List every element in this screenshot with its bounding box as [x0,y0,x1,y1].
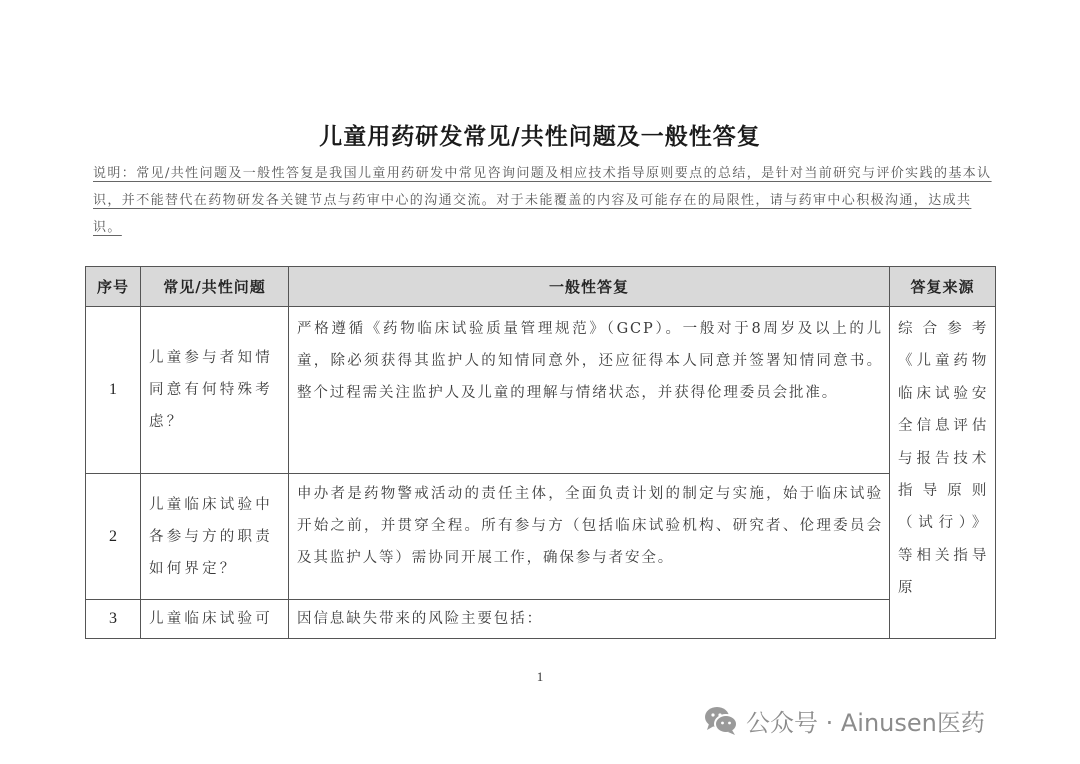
table-row [86,474,996,600]
row-question: 儿童临床试验可 [141,600,289,639]
document-note [93,160,993,241]
header-no: 序号 [86,267,141,307]
row-number: 3 [86,600,141,639]
row-answer: 申办者是药物警戒活动的责任主体，全面负责计划的制定与实施，始于临床试验开始之前，并贯穿全程。所有参与方（包括临床试验机构、研究者、伦理委员会及其监护人等）需协同开展工作，确保参与者安全。 [289,474,890,600]
page-number: 1 [536,669,544,684]
watermark-text: 公众号 · Ainusen医药 [746,709,985,737]
answer-source: 综合参考《儿童药物临床试验安全信息评估与报告技术指导原则（试行）》等相关指导原 [890,307,996,639]
table-header-row [86,267,996,307]
document-title: 儿童用药研发常见/共性问题及一般性答复 [319,123,761,150]
table-row [86,600,996,639]
header-source: 答复来源 [890,267,996,307]
row-answer: 因信息缺失带来的风险主要包括： [289,600,890,639]
qa-table [85,266,996,639]
row-question: 儿童参与者知情同意有何特殊考虑？ [141,307,289,474]
row-number: 2 [86,474,141,600]
table-row [86,307,996,474]
header-answer: 一般性答复 [289,267,890,307]
row-number: 1 [86,307,141,474]
row-question: 儿童临床试验中各参与方的职责如何界定？ [141,474,289,600]
header-question: 常见/共性问题 [141,267,289,307]
note-text: 说明：常见/共性问题及一般性答复是我国儿童用药研发中常见咨询问题及相应技术指导原则要点的总结，是针对当前研究与评价实践的基本认识，并不能替代在药物研发各关键节点与药审中心的沟通交流。对于未能覆盖的内容及可能存在的局限性，请与药审中心积极沟通，达成共识。 [93,166,992,235]
row-answer: 严格遵循《药物临床试验质量管理规范》（GCP）。一般对于8周岁及以上的儿童，除必须获得其监护人的知情同意外，还应征得本人同意并签署知情同意书。整个过程需关注监护人及儿童的理解与情绪状态，并获得伦理委员会批准。 [289,307,890,474]
wechat-icon [704,706,738,736]
watermark [704,703,985,738]
